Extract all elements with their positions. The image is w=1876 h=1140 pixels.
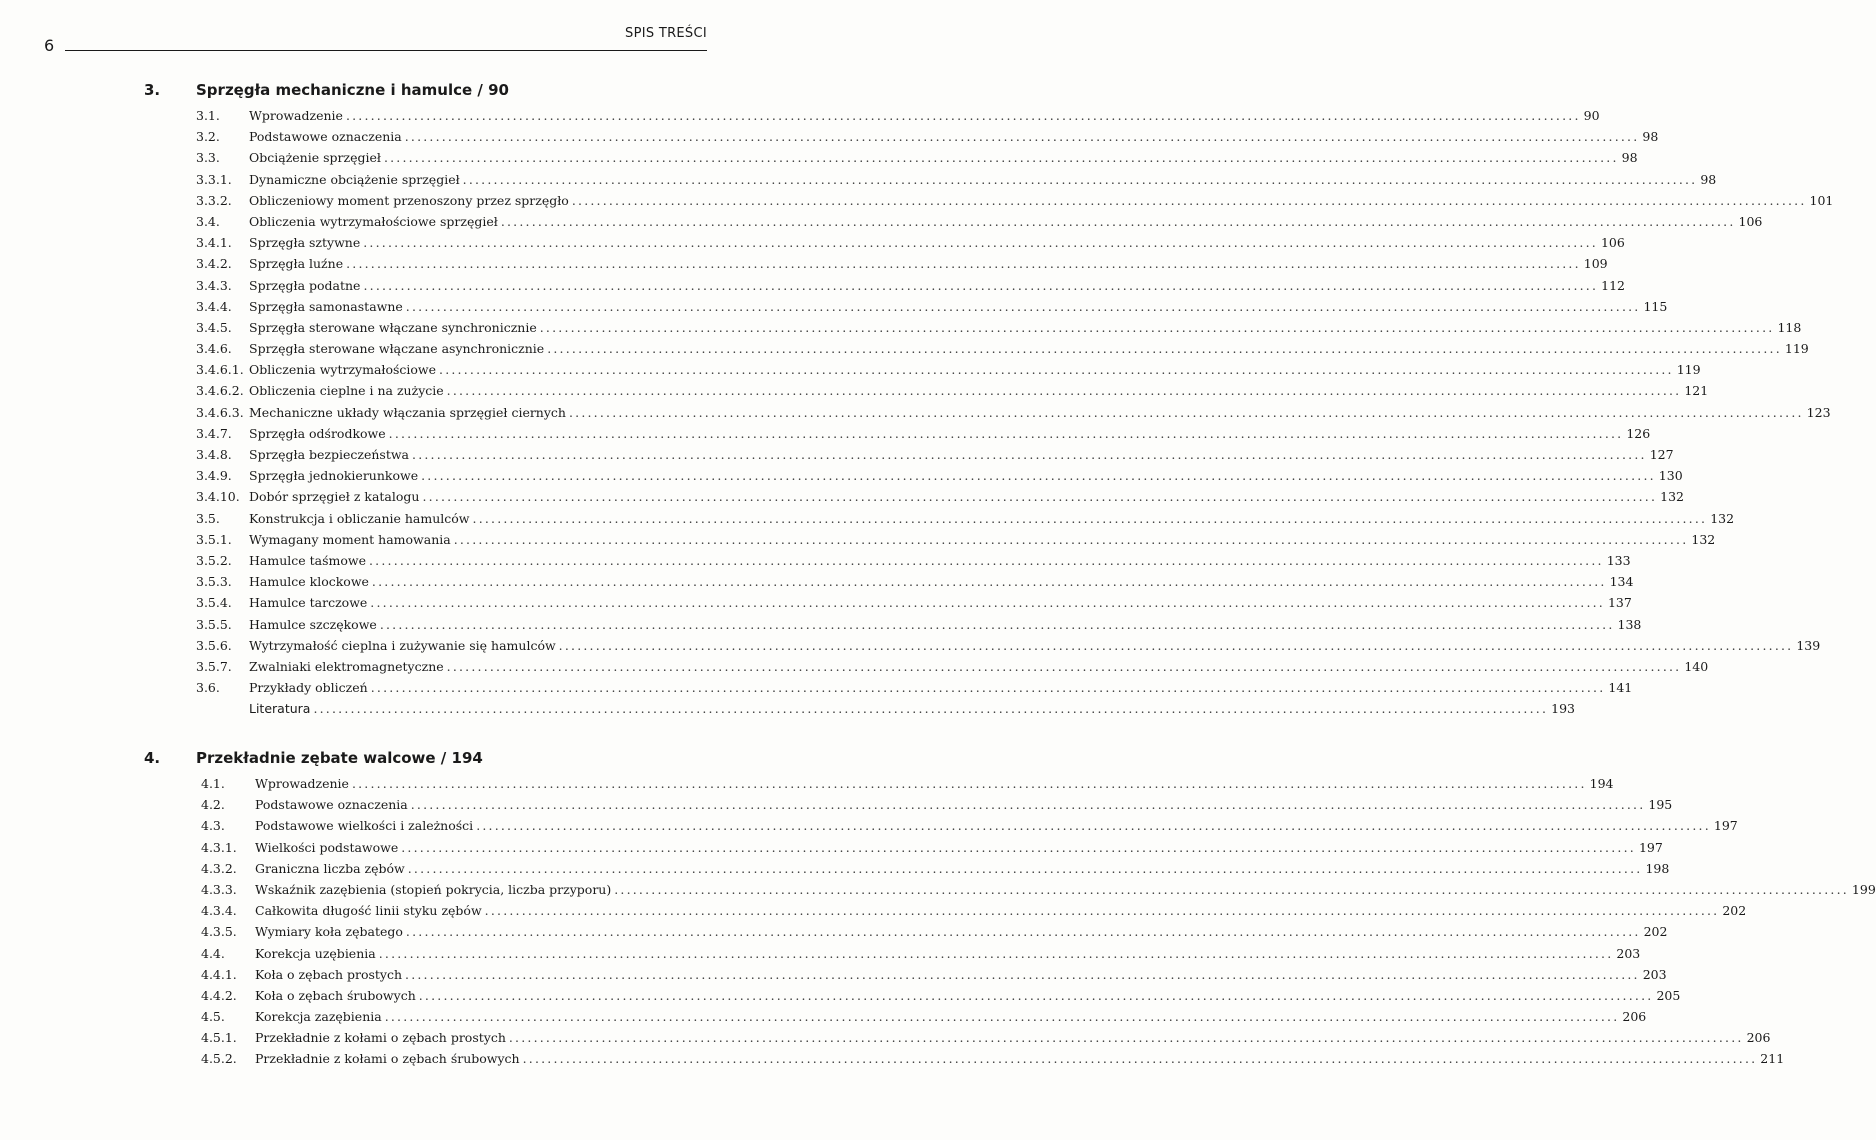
toc-entry [0, 677, 1633, 698]
toc-entry-page: 202 [1643, 924, 1668, 940]
toc-entry-page: 112 [1601, 277, 1626, 293]
toc-entry-number: 3.3. [196, 150, 220, 166]
toc-entry-page: 119 [1676, 362, 1701, 378]
toc-entry-page: 90 [1583, 108, 1600, 123]
toc-entry [0, 837, 1663, 858]
dot-leader: ........................................................................................................................................................................................................ [558, 637, 1794, 653]
toc-entry-page: 101 [1809, 192, 1834, 208]
dot-leader: ........................................................................................................................................................................................................ [446, 658, 1682, 674]
toc-entry-number: 4.2. [201, 797, 225, 813]
dot-leader: ........................................................................................................................................................................................................ [383, 150, 1619, 166]
page-number: 6 [44, 36, 55, 55]
toc-entry [0, 169, 1717, 190]
toc-entry-number: 4.4.2. [201, 987, 237, 1003]
page-header [0, 0, 751, 60]
toc-entry-page: 115 [1643, 298, 1668, 314]
toc-entry [0, 465, 1683, 486]
chapter-number: 3. [144, 81, 161, 99]
toc-entry-page: 133 [1606, 552, 1631, 568]
dot-leader: ........................................................................................................................................................................................................ [405, 966, 1640, 982]
toc-entry-number: 3.4.8. [196, 447, 232, 462]
toc-entry [0, 1006, 1647, 1027]
toc-entry [0, 253, 1608, 274]
toc-entry-title: Hamulce szczękowe [249, 616, 377, 632]
toc-entry [0, 402, 1831, 423]
toc-entry-body [255, 985, 1681, 1006]
toc-entry [0, 773, 1614, 794]
toc-entry-body [255, 943, 1641, 964]
toc-entry-title: Wymagany moment hamowania [249, 531, 451, 547]
dot-leader: ........................................................................................................................................................................................................ [439, 362, 1674, 378]
toc-entry-body [249, 338, 1809, 359]
dot-leader: ........................................................................................................................................................................................................ [405, 298, 1641, 314]
toc-entry-page: 98 [1642, 129, 1659, 145]
toc-entry-page: 139 [1796, 637, 1821, 653]
dot-leader: ........................................................................................................................................................................................................ [363, 235, 1598, 251]
toc-entry-title: Wymiary koła zębatego [255, 924, 403, 940]
toc-entry-number: 3.5.4. [196, 595, 232, 611]
toc-entry-page: 195 [1648, 797, 1673, 813]
toc-entry [0, 964, 1667, 985]
toc-entry-body [255, 773, 1614, 794]
toc-entry-title: Wytrzymałość cieplna i zużywanie się hamulców [249, 637, 556, 653]
dot-leader: ........................................................................................................................................................................................................ [410, 797, 1646, 813]
toc-entry [0, 879, 1876, 900]
toc-entry [0, 614, 1642, 635]
toc-entry-title: Dynamiczne obciążenie sprzęgieł [249, 171, 460, 187]
dot-leader: ........................................................................................................................................................................................................ [522, 1051, 1758, 1067]
toc-entry-number: 3.3.1. [196, 171, 232, 187]
toc-entry-body [255, 837, 1663, 858]
toc-entry-title: Sprzęgła samonastawne [249, 298, 403, 314]
toc-entry-number: 3.5.7. [196, 658, 232, 674]
toc-entry-number: 4.3.4. [201, 903, 237, 919]
dot-leader: ........................................................................................................................................................................................................ [547, 341, 1782, 357]
toc-entry-number: 3.5.6. [196, 637, 232, 653]
dot-leader: ........................................................................................................................................................................................................ [412, 447, 1647, 462]
toc-entry-number: 3.5.3. [196, 574, 232, 590]
dot-leader: ........................................................................................................................................................................................................ [313, 701, 1549, 717]
dot-leader: ........................................................................................................................................................................................................ [614, 881, 1849, 897]
toc-entry-page: 98 [1700, 171, 1717, 187]
toc-entry-number: 4.3.5. [201, 924, 237, 940]
dot-leader: ........................................................................................................................................................................................................ [346, 256, 1581, 272]
toc-entry-body [249, 359, 1701, 380]
toc-entry [0, 338, 1809, 359]
dot-leader: ........................................................................................................................................................................................................ [378, 945, 1614, 961]
toc-entry-number: 3.4.9. [196, 468, 232, 484]
toc-entry-title: Przykłady obliczeń [249, 680, 368, 696]
toc-entry-title: Podstawowe oznaczenia [249, 129, 402, 145]
toc-entry-body [249, 465, 1683, 486]
toc-entry-number: 4.5. [201, 1009, 225, 1025]
toc-entry-number: 3.4.10. [196, 489, 240, 505]
toc-entry-page: 106 [1738, 213, 1763, 229]
dot-leader: ........................................................................................................................................................................................................ [369, 552, 1604, 568]
toc-entry-title: Obliczenia wytrzymałościowe sprzęgieł [249, 213, 498, 229]
dot-leader: ........................................................................................................................................................................................................ [568, 404, 1804, 420]
dot-leader: ........................................................................................................................................................................................................ [453, 531, 1689, 547]
dot-leader: ........................................................................................................................................................................................................ [462, 171, 1698, 187]
toc-entry-number: 4.3.1. [201, 839, 237, 855]
toc-entry [0, 232, 1625, 253]
toc-entry-body [249, 232, 1625, 253]
toc-entry-page: 119 [1784, 341, 1809, 357]
toc-entry-page: 206 [1746, 1030, 1771, 1046]
toc-entry-page: 126 [1626, 425, 1651, 441]
toc-entry-number: 3.4.7. [196, 425, 232, 441]
toc-entry-page: 106 [1600, 235, 1625, 251]
toc-entry-page: 123 [1806, 404, 1831, 420]
dot-leader: ........................................................................................................................................................................................................ [418, 987, 1654, 1003]
toc-entry-page: 141 [1608, 680, 1633, 696]
toc-entry [0, 529, 1716, 550]
toc-entry [0, 858, 1670, 879]
dot-leader: ........................................................................................................................................................................................................ [571, 192, 1807, 208]
dot-leader: ........................................................................................................................................................................................................ [370, 680, 1606, 696]
toc-entry-body [249, 677, 1633, 698]
toc-entry-number: 3.4.6.1. [196, 362, 244, 378]
toc-entry-body [249, 550, 1631, 571]
toc-entry [0, 147, 1638, 168]
chapter-title: Sprzęgła mechaniczne i hamulce / 90 [196, 81, 509, 99]
toc-entry-body [255, 921, 1668, 942]
dot-leader: ........................................................................................................................................................................................................ [363, 277, 1599, 293]
toc-entry-title: Korekcja zazębienia [255, 1009, 382, 1025]
toc-entry-body [255, 900, 1747, 921]
toc-entry-title: Mechaniczne układy włączania sprzęgieł ciernych [249, 404, 566, 420]
toc-entry [0, 486, 1685, 507]
toc-entry-body [249, 105, 1600, 126]
dot-leader: ........................................................................................................................................................................................................ [484, 903, 1720, 919]
dot-leader: ........................................................................................................................................................................................................ [539, 319, 1775, 335]
toc-entry-title: Przekładnie z kołami o zębach prostych [255, 1030, 506, 1046]
toc-entry [0, 571, 1634, 592]
running-title: SPIS TREŚCI [625, 26, 707, 41]
toc-entry-title: Wskaźnik zazębienia (stopień pokrycia, liczba przyporu) [255, 881, 612, 897]
toc-entry [0, 550, 1631, 571]
toc-entry-number: 3.2. [196, 129, 220, 145]
dot-leader: ........................................................................................................................................................................................................ [404, 129, 1640, 145]
toc-entry-page: 134 [1609, 574, 1634, 590]
toc-entry-page: 118 [1777, 319, 1802, 335]
toc-entry-body [255, 858, 1670, 879]
toc-entry-body [249, 402, 1831, 423]
toc-entry-title: Obliczenia cieplne i na zużycie [249, 383, 444, 399]
toc-entry-page: 132 [1691, 531, 1716, 547]
toc-entry-number: 3.4.1. [196, 235, 232, 251]
toc-entry-page: 202 [1722, 903, 1747, 919]
toc-entry-title: Sprzęgła sterowane włączane asynchronicznie [249, 341, 545, 357]
toc-entry-title: Sprzęgła sterowane włączane synchronicznie [249, 319, 537, 335]
chapter-number: 4. [144, 749, 161, 767]
toc-entry [0, 985, 1681, 1006]
toc-entry-number: 4.3.2. [201, 860, 237, 876]
toc-entry-page: 206 [1622, 1009, 1647, 1025]
toc-entry [0, 635, 1821, 656]
toc-entry [0, 698, 1575, 719]
toc-list [0, 105, 1834, 719]
toc-entry-page: 197 [1638, 839, 1663, 855]
toc-entry [0, 423, 1651, 444]
toc-entry-body [249, 656, 1709, 677]
toc-entry-number: 3.5.1. [196, 531, 232, 547]
toc-entry-number: 3.4.2. [196, 256, 232, 272]
toc-entry-number: 3.4. [196, 213, 220, 229]
dot-leader: ........................................................................................................................................................................................................ [388, 425, 1624, 441]
toc-entry-number: 3.4.4. [196, 298, 232, 314]
toc-entry-number: 3.4.5. [196, 319, 232, 335]
dot-leader: ........................................................................................................................................................................................................ [379, 616, 1615, 632]
dot-leader: ........................................................................................................................................................................................................ [405, 924, 1641, 940]
toc-entry-title: Korekcja uzębienia [255, 945, 376, 961]
toc-entry-body [249, 190, 1834, 211]
toc-entry-body [249, 508, 1735, 529]
toc-entry-title: Sprzęgła luźne [249, 256, 344, 272]
dot-leader: ........................................................................................................................................................................................................ [371, 574, 1607, 590]
toc-entry [0, 275, 1626, 296]
toc-entry [0, 190, 1834, 211]
toc-entry-title: Hamulce tarczowe [249, 595, 368, 611]
toc-entry-body [249, 380, 1709, 401]
toc-entry [0, 317, 1802, 338]
dot-leader: ........................................................................................................................................................................................................ [472, 510, 1708, 526]
toc-entry [0, 296, 1668, 317]
toc-entry-body [255, 794, 1673, 815]
toc-entry [0, 900, 1747, 921]
toc-entry-title: Sprzęgła jednokierunkowe [249, 468, 419, 484]
toc-entry-body [249, 698, 1575, 719]
toc-entry [0, 211, 1763, 232]
dot-leader: ........................................................................................................................................................................................................ [500, 213, 1736, 229]
toc-entry-body [249, 614, 1642, 635]
toc-entry-page: 132 [1660, 489, 1685, 505]
toc-entry-page: 194 [1589, 776, 1614, 791]
toc-entry [0, 794, 1673, 815]
dot-leader: ........................................................................................................................................................................................................ [446, 383, 1682, 399]
dot-leader: ........................................................................................................................................................................................................ [370, 595, 1605, 611]
toc-entry-title: Wprowadzenie [255, 776, 349, 791]
toc-entry-page: 197 [1713, 818, 1738, 834]
toc-entry-body [249, 571, 1634, 592]
toc-entry-title: Sprzęgła sztywne [249, 235, 361, 251]
toc-entry-number: 3.3.2. [196, 192, 232, 208]
toc-entry [0, 815, 1738, 836]
toc-entry-title: Graniczna liczba zębów [255, 860, 405, 876]
toc-entry [0, 1027, 1771, 1048]
toc-entry-title: Hamulce taśmowe [249, 552, 366, 568]
toc-entry-title: Obciążenie sprzęgieł [249, 150, 381, 166]
toc-entry-number: 4.3.3. [201, 881, 237, 897]
toc-entry-body [249, 423, 1651, 444]
dot-leader: ........................................................................................................................................................................................................ [345, 108, 1581, 123]
toc-entry-title: Sprzęgła odśrodkowe [249, 425, 386, 441]
header-rule [65, 50, 707, 51]
toc-entry-number: 3.4.3. [196, 277, 232, 293]
toc-entry-title: Podstawowe oznaczenia [255, 797, 408, 813]
toc-entry-title: Koła o zębach śrubowych [255, 987, 416, 1003]
chapter-title: Przekładnie zębate walcowe / 194 [196, 749, 483, 767]
toc-entry-title: Obliczenia wytrzymałościowe [249, 362, 437, 378]
toc-entry-body [249, 529, 1716, 550]
chapter-heading [0, 81, 751, 103]
toc-entry-page: 211 [1760, 1051, 1785, 1067]
toc-entry-number: 3.4.6.3. [196, 404, 244, 420]
toc-entry-title: Wprowadzenie [249, 108, 343, 123]
toc-entry-title: Wielkości podstawowe [255, 839, 399, 855]
dot-leader: ........................................................................................................................................................................................................ [384, 1009, 1620, 1025]
toc-entry-body [249, 169, 1717, 190]
toc-entry-body [255, 815, 1738, 836]
toc-entry-title: Koła o zębach prostych [255, 966, 403, 982]
dot-leader: ........................................................................................................................................................................................................ [476, 818, 1711, 834]
toc-entry-title: Całkowita długość linii styku zębów [255, 903, 482, 919]
toc-entry-body [249, 126, 1659, 147]
toc-entry-page: 130 [1658, 468, 1683, 484]
dot-leader: ........................................................................................................................................................................................................ [401, 839, 1636, 855]
toc-entry-body [249, 275, 1626, 296]
toc-entry-page: 199 [1851, 881, 1876, 897]
toc-entry-title: Dobór sprzęgieł z katalogu [249, 489, 420, 505]
toc-entry-title: Sprzęgła bezpieczeństwa [249, 447, 410, 462]
toc-list [0, 773, 1876, 1070]
toc-entry-page: 121 [1684, 383, 1709, 399]
toc-entry-title: Przekładnie z kołami o zębach śrubowych [255, 1051, 520, 1067]
toc-entry [0, 1048, 1785, 1069]
dot-leader: ........................................................................................................................................................................................................ [351, 776, 1587, 791]
chapter-heading [0, 749, 751, 771]
toc-entry-body [249, 317, 1802, 338]
toc-entry-page: 198 [1645, 860, 1670, 876]
toc-entry-number: 3.4.6.2. [196, 383, 244, 399]
toc-entry-page: 193 [1551, 701, 1575, 717]
toc-entry [0, 508, 1735, 529]
toc-entry-body [255, 879, 1876, 900]
toc-entry-number: 3.1. [196, 108, 220, 123]
toc-entry-page: 109 [1583, 256, 1608, 272]
toc-entry-body [249, 592, 1632, 613]
toc-entry [0, 943, 1641, 964]
toc-entry-body [249, 211, 1763, 232]
toc-entry-title: Konstrukcja i obliczanie hamulców [249, 510, 470, 526]
toc-entry-page: 140 [1684, 658, 1709, 674]
toc-entry-title: Zwalniaki elektromagnetyczne [249, 658, 444, 674]
toc-entry [0, 656, 1709, 677]
toc-entry-body [249, 296, 1668, 317]
toc-entry-number: 3.6. [196, 680, 220, 696]
toc-entry-number: 4.4. [201, 945, 225, 961]
toc-entry-title: Literatura [249, 701, 311, 717]
toc-entry-page: 203 [1616, 945, 1641, 961]
toc-entry-body [249, 486, 1685, 507]
toc-entry-body [249, 635, 1821, 656]
toc-entry-page: 137 [1607, 595, 1632, 611]
toc-entry-body [249, 253, 1608, 274]
toc-entry-number: 3.4.6. [196, 341, 232, 357]
toc-entry-number: 4.1. [201, 776, 225, 791]
toc-entry [0, 592, 1632, 613]
toc-entry [0, 126, 1659, 147]
toc-entry-title: Hamulce klockowe [249, 574, 369, 590]
toc-entry-number: 4.4.1. [201, 966, 237, 982]
toc-entry-number: 3.5.2. [196, 552, 232, 568]
toc-entry-body [255, 1048, 1785, 1069]
toc-entry [0, 921, 1668, 942]
toc-entry-number: 4.5.1. [201, 1030, 237, 1046]
toc-entry-page: 127 [1649, 447, 1674, 462]
dot-leader: ........................................................................................................................................................................................................ [421, 468, 1656, 484]
toc-entry-title: Obliczeniowy moment przenoszony przez sprzęgło [249, 192, 569, 208]
toc-entry-page: 205 [1656, 987, 1681, 1003]
toc-entry [0, 359, 1701, 380]
toc-entry-body [249, 147, 1638, 168]
dot-leader: ........................................................................................................................................................................................................ [508, 1030, 1744, 1046]
toc-entry-title: Podstawowe wielkości i zależności [255, 818, 474, 834]
toc-entry-page: 203 [1642, 966, 1667, 982]
toc-entry-number: 3.5.5. [196, 616, 232, 632]
toc-entry-body [255, 1006, 1647, 1027]
toc-entry-number: 4.3. [201, 818, 225, 834]
toc-entry [0, 444, 1674, 465]
dot-leader: ........................................................................................................................................................................................................ [407, 860, 1643, 876]
toc-entry-number: 3.5. [196, 510, 220, 526]
toc-entry [0, 105, 1600, 126]
toc-entry-page: 98 [1621, 150, 1638, 166]
toc-entry [0, 380, 1709, 401]
toc-entry-body [255, 964, 1667, 985]
toc-entry-number: 4.5.2. [201, 1051, 237, 1067]
toc-entry-title: Sprzęgła podatne [249, 277, 361, 293]
toc-entry-body [249, 444, 1674, 465]
toc-entry-page: 132 [1710, 510, 1735, 526]
toc-entry-page: 138 [1617, 616, 1642, 632]
dot-leader: ........................................................................................................................................................................................................ [422, 489, 1658, 505]
toc-entry-body [255, 1027, 1771, 1048]
